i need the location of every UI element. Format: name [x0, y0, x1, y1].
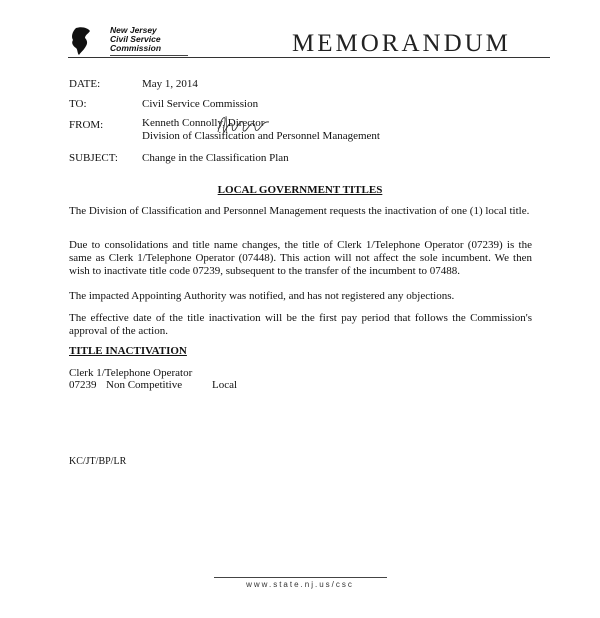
from-label: FROM:	[69, 119, 104, 131]
footer-divider	[214, 577, 387, 578]
to-value: Civil Service Commission	[142, 98, 259, 110]
title-type: Non Competitive	[106, 379, 183, 391]
header-divider	[68, 57, 550, 58]
logo-line-3: Commission	[110, 43, 162, 53]
memo-title: MEMORANDUM	[292, 30, 511, 57]
date-label: DATE:	[69, 78, 101, 90]
paragraph-2: Due to consolidations and title name changes, the title of Clerk 1/Telephone Operator (07239) is the same as Clerk 1/Telephone Operator (07448). This action will not affect the sole incumbent. We then wish to inactivate title code 07239, subsequent to the transfer of the incumbent to 07488.	[69, 239, 532, 277]
logo-wordmark	[110, 26, 161, 53]
handwritten-signature	[214, 112, 274, 138]
paragraph-1: The Division of Classification and Personnel Management requests the inactivation of one (1) local title.	[69, 205, 530, 217]
section-title-local-government-titles: LOCAL GOVERNMENT TITLES	[217, 184, 383, 196]
njcsc-logo	[66, 24, 186, 58]
date-value: May 1, 2014	[142, 78, 198, 90]
subject-value: Change in the Classification Plan	[142, 152, 289, 164]
title-inactivation-heading: TITLE INACTIVATION	[69, 345, 187, 357]
paragraph-4: The effective date of the title inactivation will be the first pay period that follows the Commission's approval of the action.	[69, 312, 532, 337]
new-jersey-state-icon	[66, 26, 106, 56]
subject-label: SUBJECT:	[69, 152, 118, 164]
title-jurisdiction: Local	[212, 379, 238, 391]
title-code: 07239	[69, 379, 97, 391]
logo-line-2: Civil Service	[110, 34, 161, 44]
footer-url: www.state.nj.us/csc	[246, 580, 354, 589]
paragraph-3: The impacted Appointing Authority was notified, and has not registered any objections.	[69, 290, 455, 302]
title-name: Clerk 1/Telephone Operator	[69, 367, 193, 379]
to-label: TO:	[69, 98, 87, 110]
author-initials: KC/JT/BP/LR	[69, 456, 127, 467]
from-division: Division of Classification and Personnel Management	[142, 130, 380, 142]
logo-line-1: New Jersey	[110, 25, 157, 35]
logo-underline	[110, 55, 188, 56]
from-name: Kenneth Connolly, Director	[142, 117, 265, 129]
